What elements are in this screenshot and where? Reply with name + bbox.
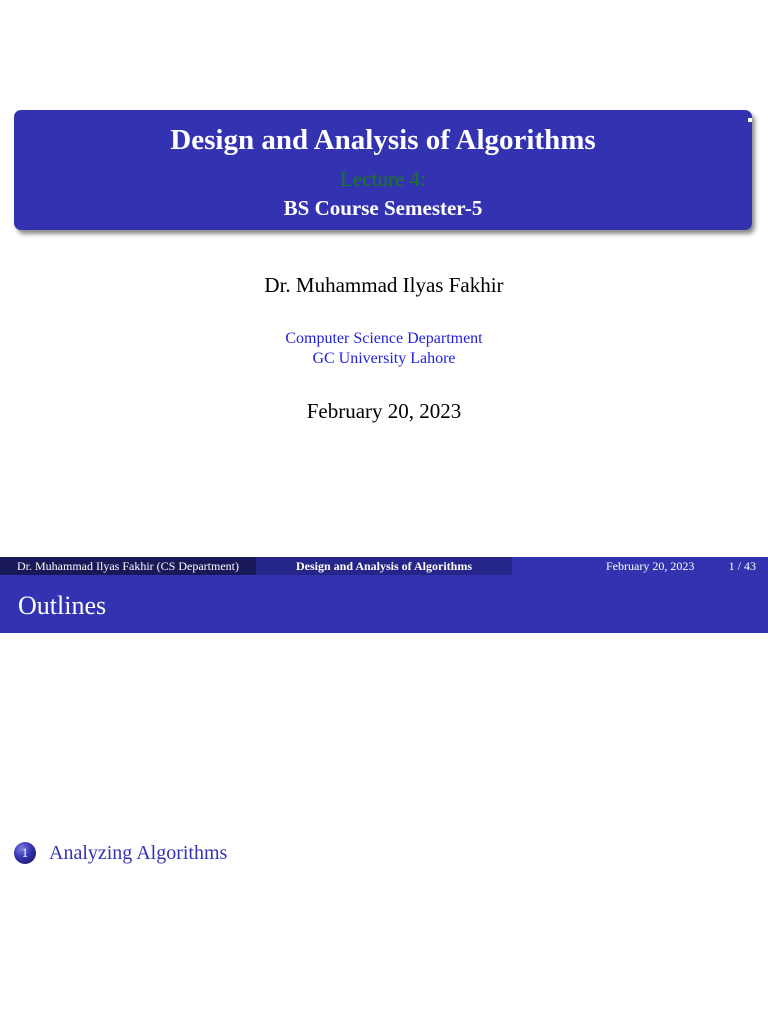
author-name: Dr. Muhammad Ilyas Fakhir (264, 273, 504, 297)
course-subtitle: BS Course Semester-5 (283, 196, 483, 220)
institute-university: GC University Lahore (312, 350, 456, 367)
footer-date: February 20, 2023 (606, 559, 695, 573)
frame-title-bar (0, 575, 768, 633)
frame-title: Outlines (18, 591, 107, 620)
presentation-title: Design and Analysis of Algorithms (170, 124, 596, 156)
toc-item-label[interactable]: Analyzing Algorithms (49, 842, 228, 864)
toc-item[interactable] (14, 840, 227, 866)
institute-department: Computer Science Department (285, 330, 483, 347)
footer-title: Design and Analysis of Algorithms (256, 557, 512, 575)
presentation-date: February 20, 2023 (306, 399, 462, 423)
slide-footer (0, 557, 768, 575)
navigation-mark-icon (748, 118, 752, 122)
footer-info (512, 557, 768, 575)
institute (0, 329, 768, 369)
footer-author: Dr. Muhammad Ilyas Fakhir (CS Department) (0, 557, 256, 575)
footer-page-number: 1 / 43 (728, 559, 756, 573)
toc-number-ball-icon: 1 (14, 842, 36, 864)
title-block (14, 110, 752, 230)
lecture-subtitle: Lecture 4: (340, 167, 426, 191)
